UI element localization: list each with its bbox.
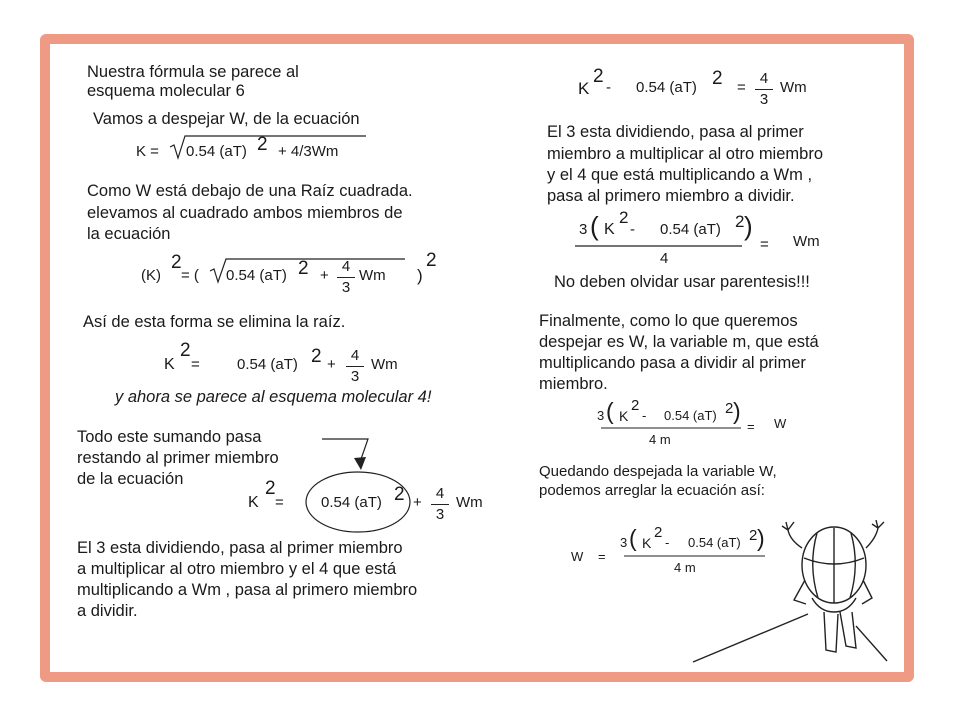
eq7-denominator: 4 m bbox=[649, 432, 671, 447]
dividiendo-line-3: multiplicando a Wm , pasa al primero miembro bbox=[77, 581, 418, 599]
eq6-inner-exponent: 2 bbox=[735, 212, 745, 231]
para1-line-3: y el 4 que está multiplicando a Wm , bbox=[547, 166, 813, 184]
eq7-minus: - bbox=[642, 408, 647, 423]
eq5-denominator: 3 bbox=[759, 91, 769, 108]
eq8-denominator: 4 m bbox=[674, 560, 696, 575]
eq3-eq: = bbox=[191, 356, 200, 373]
eq2-radicand: 0.54 (aT) bbox=[226, 267, 287, 284]
eq2-close: ) bbox=[417, 266, 423, 285]
eq6-eq: = bbox=[760, 236, 769, 253]
eq1-radicand: 0.54 (aT) bbox=[186, 143, 247, 160]
eq4-eq: = bbox=[275, 494, 284, 511]
eq3-k: K bbox=[164, 356, 175, 373]
eq8-term: 0.54 (aT) bbox=[688, 535, 741, 550]
eq8-lparen: ( bbox=[629, 525, 637, 551]
raiz-line-2: elevamos al cuadrado ambos miembros de bbox=[87, 204, 403, 222]
eq3-inner-exponent: 2 bbox=[311, 346, 322, 367]
para2-line-2: despejar es W, la variable m, que está bbox=[539, 333, 819, 351]
para3-line-2: podemos arreglar la ecuación así: bbox=[539, 482, 765, 499]
eq6-wm: Wm bbox=[793, 233, 820, 250]
raiz-line-3: la ecuación bbox=[87, 225, 171, 243]
eq2-radical-sign bbox=[210, 259, 405, 282]
eq2-exponent: 2 bbox=[171, 252, 182, 273]
eq5-k: K bbox=[578, 79, 590, 98]
dividiendo-line-2: a multiplicar al otro miembro y el 4 que está bbox=[77, 560, 397, 578]
eq8-minus: - bbox=[665, 535, 670, 550]
eq3-term: 0.54 (aT) bbox=[237, 356, 298, 373]
eq4-denominator: 3 bbox=[435, 506, 445, 523]
eq5-minus: - bbox=[606, 79, 611, 96]
eq4-numerator: 4 bbox=[435, 485, 445, 502]
dividiendo-line-1: El 3 esta dividiendo, pasa al primer miembro bbox=[77, 539, 403, 557]
para1-line-4: pasa al primero miembro a dividir. bbox=[547, 187, 795, 205]
eq5-wm: Wm bbox=[780, 79, 807, 96]
eq2-numerator: 4 bbox=[341, 258, 351, 275]
eq7-exponent: 2 bbox=[631, 397, 640, 414]
eq7-term: 0.54 (aT) bbox=[664, 408, 717, 423]
eq2-outer-exponent: 2 bbox=[426, 250, 437, 271]
eq6-exponent: 2 bbox=[619, 208, 629, 227]
eq7-three: 3 bbox=[597, 408, 605, 423]
eq2-denominator: 3 bbox=[341, 279, 351, 296]
eq6-rparen: ) bbox=[744, 211, 753, 241]
character-illustration bbox=[693, 520, 887, 662]
eq2-inner-exponent: 2 bbox=[298, 258, 309, 279]
raiz-line-1: Como W está debajo de una Raíz cuadrada. bbox=[87, 182, 413, 200]
eq8-k: K bbox=[642, 535, 652, 551]
eq3-wm: Wm bbox=[371, 356, 398, 373]
eq6-three: 3 bbox=[579, 221, 588, 238]
eq6-minus: - bbox=[630, 221, 635, 238]
eq6-k: K bbox=[604, 221, 615, 238]
eq3-denominator: 3 bbox=[350, 368, 360, 385]
eq7-k: K bbox=[619, 408, 629, 424]
eq5-exponent: 2 bbox=[593, 66, 604, 87]
eq4-k: K bbox=[248, 494, 259, 511]
eq6-term: 0.54 (aT) bbox=[660, 221, 721, 238]
eq2-wm: Wm bbox=[359, 267, 386, 284]
eq6-denominator: 4 bbox=[660, 250, 669, 267]
eq6-lparen: ( bbox=[590, 211, 599, 241]
eq7-w: W bbox=[774, 416, 787, 431]
sumando-line-2: restando al primer miembro bbox=[77, 449, 279, 467]
eq8-exponent: 2 bbox=[654, 524, 663, 541]
eq7-rparen: ) bbox=[733, 398, 741, 424]
intro-line-1: Nuestra fórmula se parece al bbox=[87, 63, 299, 81]
eq1-radical-sign bbox=[170, 136, 366, 158]
eq7-eq: = bbox=[747, 419, 755, 434]
para2-line-1: Finalmente, como lo que queremos bbox=[539, 312, 798, 330]
eq2-plus: + bbox=[320, 267, 329, 284]
eq5-inner-exponent: 2 bbox=[712, 68, 723, 89]
eq3-numerator: 4 bbox=[350, 347, 360, 364]
eq4-exponent: 2 bbox=[265, 478, 276, 499]
eq3-plus: + bbox=[327, 356, 336, 373]
elimina-text: Así de esta forma se elimina la raíz. bbox=[83, 313, 346, 331]
eq2-eqopen: = ( bbox=[181, 267, 199, 284]
eq5-numerator: 4 bbox=[759, 70, 769, 87]
para1-line-2: miembro a multiplicar al otro miembro bbox=[547, 145, 823, 163]
para2-line-3: multiplicando pasa a dividir al primer bbox=[539, 354, 806, 372]
para1-line-1: El 3 esta dividiendo, pasa al primer bbox=[547, 123, 804, 141]
para3-line-1: Quedando despejada la variable W, bbox=[539, 463, 777, 480]
esquema4-text: y ahora se parece al esquema molecular 4! bbox=[115, 388, 432, 406]
eq8-w: W bbox=[571, 549, 584, 564]
eq5-term: 0.54 (aT) bbox=[636, 79, 697, 96]
para2-line-4: miembro. bbox=[539, 375, 608, 393]
eq4-inner-exponent: 2 bbox=[394, 484, 405, 505]
eq2-lhs: (K) bbox=[141, 267, 161, 284]
eq8-three: 3 bbox=[620, 535, 628, 550]
eq7-lparen: ( bbox=[606, 398, 614, 424]
eq8-eq: = bbox=[598, 549, 606, 564]
eq8-inner-exponent: 2 bbox=[749, 527, 758, 544]
eq1-lhs: K = bbox=[136, 143, 159, 160]
eq4-plus: + bbox=[413, 494, 422, 511]
intro-line-2: esquema molecular 6 bbox=[87, 82, 245, 100]
dividiendo-line-4: a dividir. bbox=[77, 602, 138, 620]
term-highlight-ellipse bbox=[306, 472, 410, 532]
eq1-exponent: 2 bbox=[257, 134, 268, 155]
arrow-head bbox=[354, 457, 366, 470]
eq7-inner-exponent: 2 bbox=[725, 400, 734, 417]
sumando-line-1: Todo este sumando pasa bbox=[77, 428, 262, 446]
eq4-wm: Wm bbox=[456, 494, 483, 511]
eq5-eq: = bbox=[737, 79, 746, 96]
parentesis-text: No deben olvidar usar parentesis!!! bbox=[554, 273, 810, 291]
eq3-exponent: 2 bbox=[180, 340, 191, 361]
sumando-line-3: de la ecuación bbox=[77, 470, 184, 488]
eq4-term: 0.54 (aT) bbox=[321, 494, 382, 511]
eq1-rest: + 4/3Wm bbox=[278, 143, 339, 160]
eq8-rparen: ) bbox=[757, 525, 765, 551]
despejar-text: Vamos a despejar W, de la ecuación bbox=[93, 110, 360, 128]
